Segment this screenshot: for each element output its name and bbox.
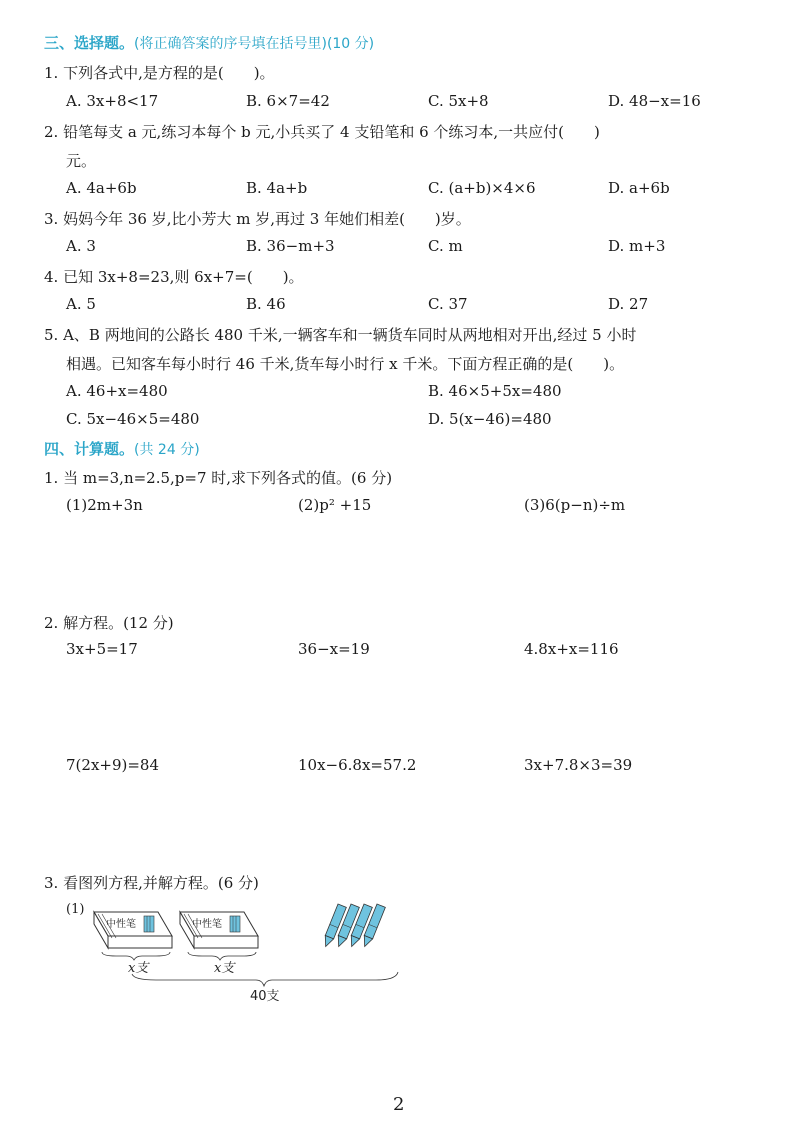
total-label: 40支 [250,989,280,1004]
question-4-option-d: D. 27 [608,295,649,313]
section-3-title: 三、选择题。 [44,34,135,52]
question-4-option-a: A. 5 [66,295,96,313]
pen-figure [86,900,416,1010]
question-3-option-a: A. 3 [66,237,96,255]
section-4-header [44,438,200,459]
calc-2-equation-4: 7(2x+9)=84 [66,756,160,774]
bracket-box-2 [188,952,256,960]
calc-2-equation-6: 3x+7.8×3=39 [524,756,633,774]
question-5-stem: 5. A、B 两地间的公路长 480 千米,一辆客车和一辆货车同时从两地相对开出,经过 5 小时 [44,326,637,344]
question-5-option-c: C. 5x−46×5=480 [66,410,200,428]
calc-3-stem: 3. 看图列方程,并解方程。(6 分) [44,874,259,892]
section-3-note: (将正确答案的序号填在括号里)(10 分) [134,36,375,52]
question-3-option-b: B. 36−m+3 [246,237,335,255]
figure-label: (1) [66,902,85,917]
pen-box-1 [94,912,172,948]
question-1-option-a: A. 3x+8<17 [66,92,159,110]
section-4-note: (共 24 分) [134,442,200,458]
question-5-option-b: B. 46×5+5x=480 [428,382,562,400]
question-1-stem: 1. 下列各式中,是方程的是( )。 [44,64,275,82]
question-3-option-c: C. m [428,237,463,255]
total-bracket [132,972,398,986]
calc-2-equation-2: 36−x=19 [298,640,370,658]
bracket-box-1 [102,952,170,960]
pen-box-1-text: 中性笔 [106,919,136,930]
question-1-option-d: D. 48−x=16 [608,92,701,110]
page-number: 2 [393,1094,405,1115]
question-5-option-d: D. 5(x−46)=480 [428,410,552,428]
question-2-option-d: D. a+6b [608,179,670,197]
loose-pens-icon [322,904,386,948]
section-4-title: 四、计算题。 [44,440,135,458]
question-3-stem: 3. 妈妈今年 36 岁,比小芳大 m 岁,再过 3 年她们相差( )岁。 [44,210,471,228]
pen-box-2-text: 中性笔 [192,919,222,930]
pen-box-2 [180,912,258,948]
question-1-option-b: B. 6×7=42 [246,92,330,110]
question-2-option-c: C. (a+b)×4×6 [428,179,536,197]
question-5-stem-cont: 相遇。已知客车每小时行 46 千米,货车每小时行 x 千米。下面方程正确的是( )。 [66,355,625,373]
calc-2-equation-5: 10x−6.8x=57.2 [298,756,417,774]
calc-2-stem: 2. 解方程。(12 分) [44,614,174,632]
calc-2-equation-3: 4.8x+x=116 [524,640,619,658]
question-4-option-c: C. 37 [428,295,468,313]
box-1-count-label: x支 [128,961,149,976]
calc-1-item-1: (1)2m+3n [66,496,143,514]
question-1-option-c: C. 5x+8 [428,92,489,110]
calc-2-equation-1: 3x+5=17 [66,640,138,658]
calc-1-item-3: (3)6(p−n)÷m [524,496,626,514]
question-2-option-a: A. 4a+6b [66,179,137,197]
question-2-stem: 2. 铅笔每支 a 元,练习本每个 b 元,小兵买了 4 支铅笔和 6 个练习本,一共应付( ) [44,123,600,141]
question-4-stem: 4. 已知 3x+8=23,则 6x+7=( )。 [44,268,304,286]
question-2-option-b: B. 4a+b [246,179,308,197]
calc-1-item-2: (2)p² +15 [298,496,372,514]
question-4-option-b: B. 46 [246,295,286,313]
section-3-header [44,32,374,53]
question-2-stem-cont: 元。 [66,152,97,170]
question-3-option-d: D. m+3 [608,237,666,255]
calc-1-stem: 1. 当 m=3,n=2.5,p=7 时,求下列各式的值。(6 分) [44,469,393,487]
question-5-option-a: A. 46+x=480 [66,382,168,400]
box-2-count-label: x支 [214,961,235,976]
